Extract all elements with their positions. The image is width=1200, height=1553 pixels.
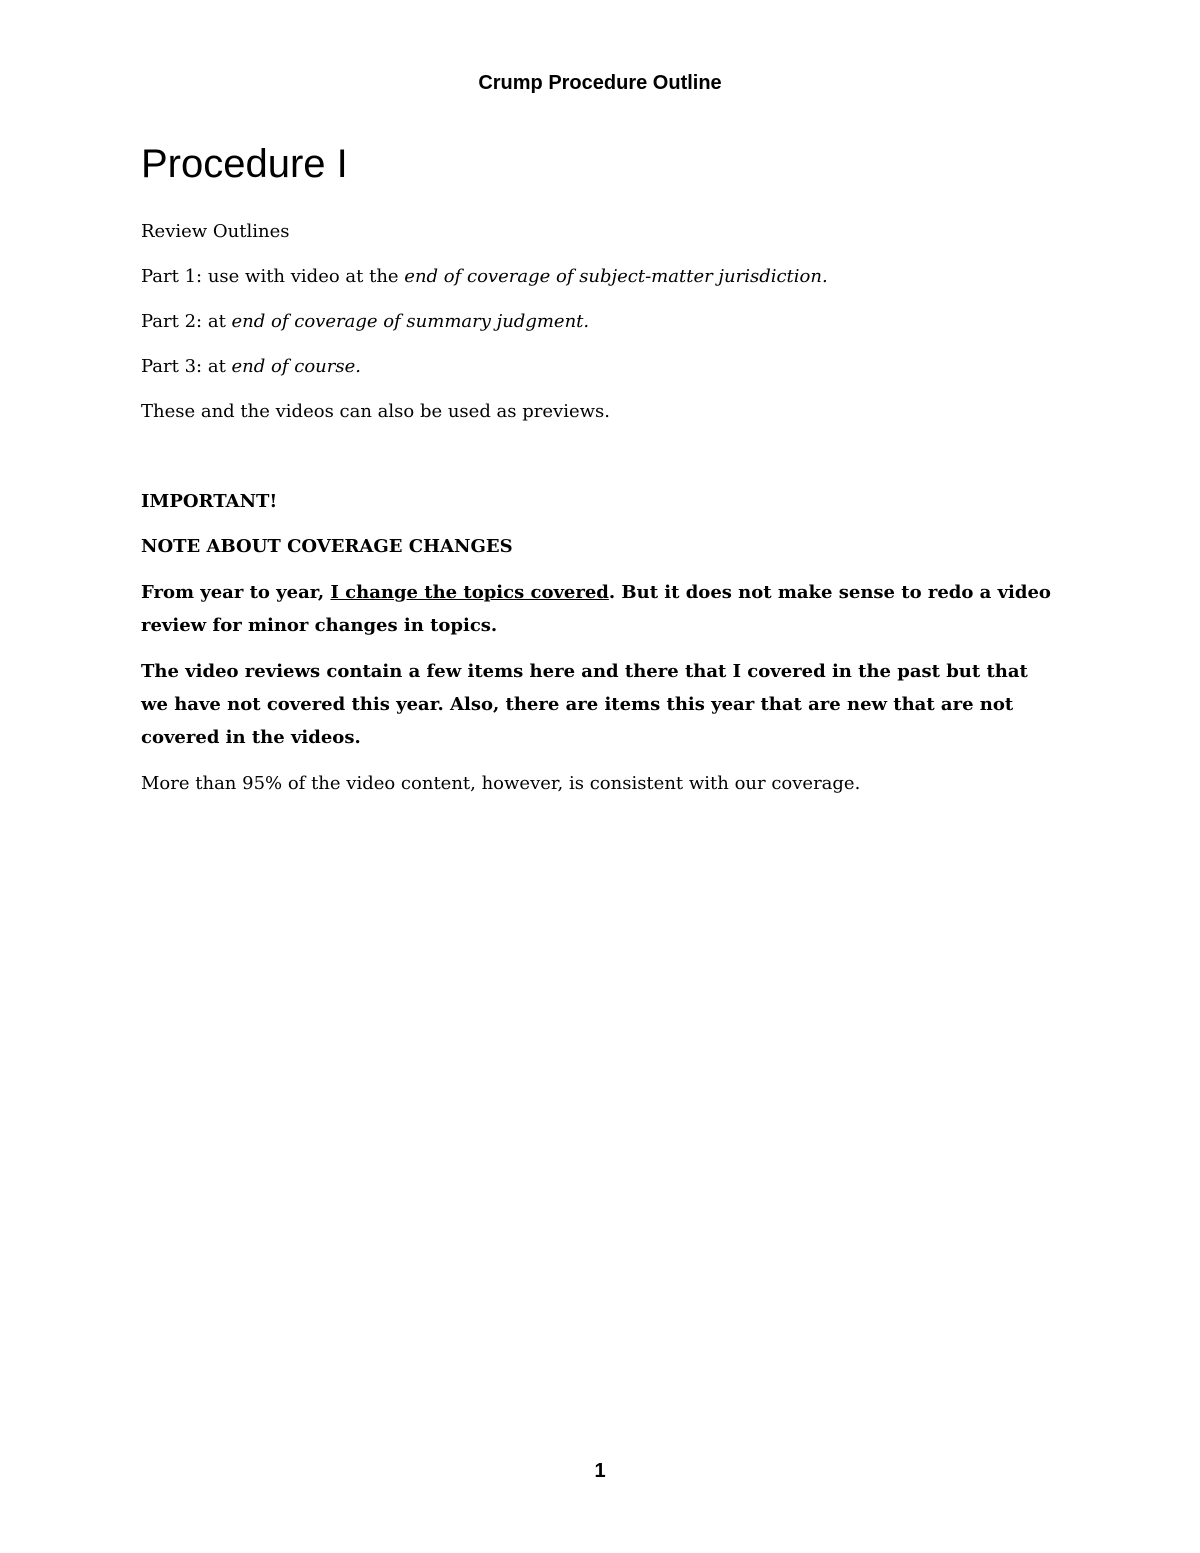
page-header: Crump Procedure Outline: [478, 72, 722, 94]
part-1-lead: Part 1: use with video at the: [141, 266, 405, 287]
part-3-emphasis: end of course.: [231, 356, 361, 377]
part-2-emphasis: end of coverage of summary judgment.: [231, 311, 590, 332]
review-outlines-heading: Review Outlines: [141, 221, 290, 242]
part-2-lead: Part 2: at: [141, 311, 232, 332]
part-3-lead: Part 3: at: [141, 356, 232, 377]
coverage-p1-lead: From year to year,: [141, 582, 331, 603]
coverage-p1-rest: . But it does not make sense to redo a video review for minor changes in topics.: [141, 582, 1051, 636]
page-number: 1: [594, 1460, 606, 1482]
part-1-emphasis: end of coverage of subject-matter jurisdiction.: [404, 266, 828, 287]
coverage-p1-underlined: I change the topics covered: [330, 582, 609, 603]
coverage-changes-heading: NOTE ABOUT COVERAGE CHANGES: [141, 536, 513, 557]
part-2-line: [141, 305, 1061, 338]
part-1-line: [141, 260, 1061, 293]
document-title: Procedure I: [141, 142, 348, 186]
coverage-paragraph-2: The video reviews contain a few items here and there that I covered in the past but that we have not covered this year. Also, there are items this year that are new that are not covered in the videos.: [141, 661, 1028, 748]
important-heading: IMPORTANT!: [141, 491, 278, 512]
part-3-line: [141, 350, 1061, 383]
coverage-paragraph-3: More than 95% of the video content, however, is consistent with our coverage.: [141, 773, 861, 794]
coverage-paragraph-1: [141, 576, 1061, 642]
previews-note: These and the videos can also be used as previews.: [141, 401, 610, 422]
